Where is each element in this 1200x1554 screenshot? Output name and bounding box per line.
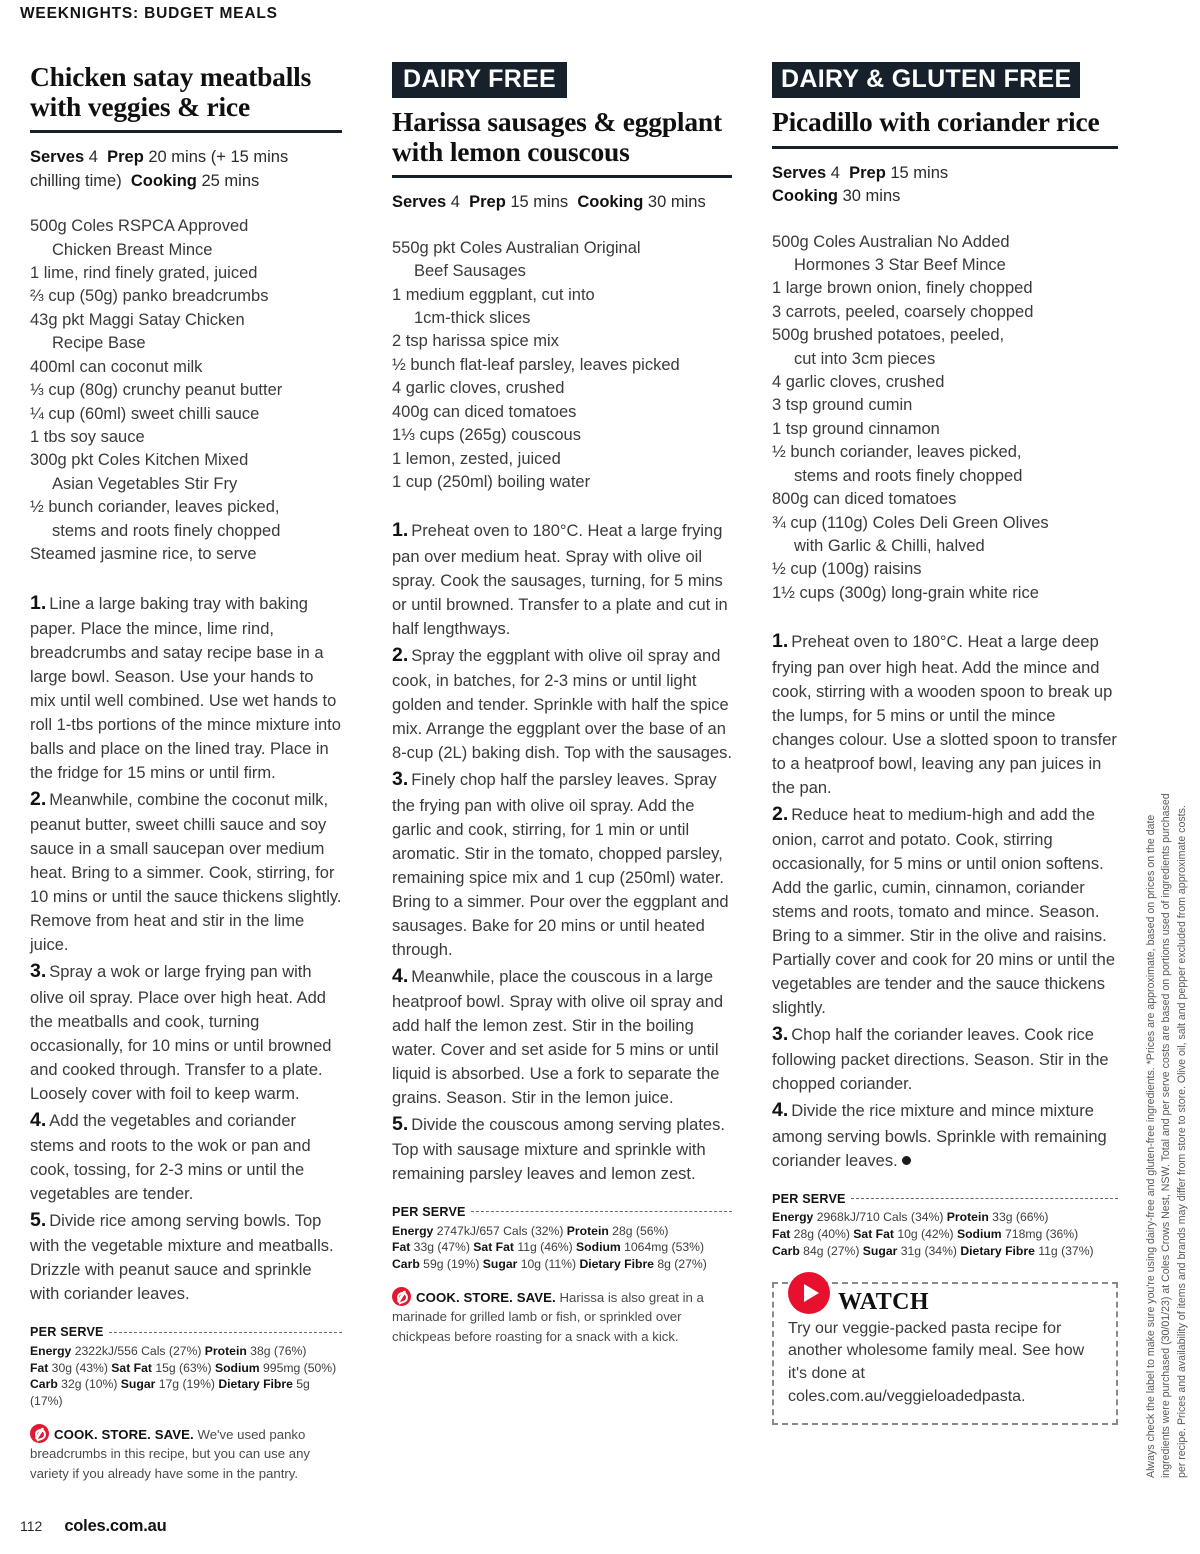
method-step [392,765,732,961]
nutrition-heading-row [30,1324,342,1341]
ingredient-text: 1 lime, rind finely grated, juiced [30,264,258,283]
ingredient-text: 3 carrots, peeled, coarsely chopped [772,302,1034,321]
method-step [392,516,732,640]
nutrition-value: 59g (19%) [419,1257,483,1272]
nutrition-value: 33g (47%) [410,1240,474,1255]
serves-label: Serves [30,148,85,167]
legal-line-1: Always check the label to make sure you're using dairy-free and gluten-free ingredients. *Prices are approximate, based on prices on the date [1145,814,1157,1478]
ingredient-text: ½ bunch coriander, leaves picked, [30,498,280,517]
ingredient-text: 500g brushed potatoes, peeled, [772,326,1005,345]
ingredient-text: 2 tsp harissa spice mix [392,332,559,351]
ingredient-text: ½ bunch flat-leaf parsley, leaves picked [392,355,680,374]
nutrition-value: 2968kJ/710 Cals (34%) [813,1210,947,1225]
nutrition-label: Fat [772,1226,791,1241]
cook-store-save-tip [30,1424,342,1483]
cooking-label: Cooking [577,193,644,212]
step-number: 4. [392,964,409,987]
ingredient-continuation: Hormones 3 Star Beef Mince [794,255,1006,274]
nutrition-label: Protein [204,1343,247,1358]
nutrition-label: Sugar [120,1377,156,1392]
ingredient-continuation: cut into 3cm pieces [794,349,936,368]
nutrition-label: Sat Fat [111,1360,152,1375]
tip-text: Harissa is also great in a marinade for grilled lamb or fish, or sprinkled over chickpeas before roasting for a snack with a kick. [392,1290,704,1344]
ingredient-item [30,215,342,262]
title-rule [30,130,342,133]
recipe-column-2 [380,62,760,1483]
nutrition-heading: PER SERVE [30,1325,104,1340]
step-number: 3. [392,768,409,791]
ingredient-item [392,448,732,471]
ingredient-continuation: Asian Vegetables Stir Fry [52,474,238,493]
nutrition-label: Carb [30,1377,58,1392]
cooking-label: Cooking [130,171,197,190]
nutrition-value: 38g (76%) [246,1343,307,1358]
step-text: Add the vegetables and coriander stems and roots to the wok or pan and cook, tossing, for 2-3 mins or until the vegetables are tender. [30,1111,311,1203]
ingredient-text: ½ bunch coriander, leaves picked, [772,443,1022,462]
nutrition-value: 28g (40%) [790,1226,854,1241]
ingredient-text: 4 garlic cloves, crushed [772,373,945,392]
legal-line-2: ingredients were purchased (30/01/23) at Coles Crows Nest, NSW. Total and per serve costs are based on portions used of ingredients purchased [1160,793,1173,1478]
nutrition-value: 2747kJ/657 Cals (32%) [433,1223,567,1238]
recipe-columns [0,62,1140,1483]
step-number: 4. [772,1099,789,1122]
nutrition-label: Sugar [862,1243,898,1258]
method-list [772,627,1118,1172]
serves-value: 4 [88,148,98,167]
ingredient-text: 43g pkt Maggi Satay Chicken [30,310,245,329]
ingredient-text: 1 cup (250ml) boiling water [392,473,591,492]
nutrition-values [30,1343,342,1410]
ingredient-item [392,424,732,447]
nutrition-value: 33g (66%) [988,1210,1049,1225]
dietary-badge: DAIRY & GLUTEN FREE [772,62,1080,98]
method-step [30,957,342,1105]
ingredient-item [30,403,342,426]
ingredient-list [392,237,732,495]
nutrition-panel [30,1324,342,1410]
nutrition-value: 1064mg (53%) [620,1240,705,1255]
watch-title: WATCH [838,1288,929,1315]
recipe-title: Chicken satay meatballs with veggies & rice [30,61,312,122]
ingredient-text: 500g Coles RSPCA Approved [30,217,249,236]
step-number: 5. [392,1112,409,1135]
ingredient-item [392,471,732,494]
dietary-badge: DAIRY FREE [392,62,567,98]
chilli-icon [392,1287,411,1306]
nutrition-value: 8g (27%) [653,1257,707,1272]
prep-label: Prep [849,163,886,182]
tip-title: COOK. STORE. SAVE. [54,1427,194,1443]
ingredient-item [30,356,342,379]
recipe-column-3 [760,62,1140,1483]
nutrition-heading-row [772,1191,1118,1208]
ingredient-item [772,277,1118,300]
nutrition-label: Sodium [576,1240,621,1255]
method-step [30,1206,342,1306]
step-number: 1. [392,519,409,542]
nutrition-value: 17g (19%) [155,1377,219,1392]
ingredient-text: 1½ cups (300g) long-grain white rice [772,583,1039,602]
ingredient-continuation: with Garlic & Chilli, halved [794,537,985,556]
step-text: Divide rice among serving bowls. Top with the vegetable mixture and meatballs. Drizzle with peanut sauce and sprinkle with coriander leaves. [30,1211,334,1304]
page-footer [20,1517,166,1536]
nutrition-value: 31g (34%) [897,1243,961,1258]
cooking-label: Cooking [772,187,838,206]
nutrition-value: 718mg (36%) [1001,1226,1079,1241]
ingredient-text: 500g Coles Australian No Added [772,232,1010,251]
ingredient-continuation: stems and roots finely chopped [794,466,1023,485]
step-number: 2. [392,643,409,666]
ingredient-item [772,231,1118,278]
title-rule [772,146,1118,149]
step-text: Preheat oven to 180°C. Heat a large deep frying pan over high heat. Add the mince and cook, stirring with a wooden spoon to break up the lumps, for 5 mins or until the mince changes colour. Use a slotted spoon to transfer to a heatproof bowl, leaving any pan juices in the pan. [772,633,1117,797]
method-step [392,641,732,765]
nutrition-label: Carb [772,1243,800,1258]
ingredient-item [392,377,732,400]
step-text: Reduce heat to medium-high and add the onion, carrot and potato. Cook, stirring occasionally, for 5 mins or until onion softens. Add the garlic, cumin, cinnamon, coriander stems and roots, tomato and mince. Season. Bring to a simmer. Stir in the olive and raisins. Partially cover and cook for 20 mins or until the vegetables are tender and the sauce thickens slightly. [772,805,1115,1017]
chilli-icon [30,1424,49,1443]
nutrition-heading: PER SERVE [392,1205,466,1220]
ingredient-item [772,301,1118,324]
nutrition-value: 11g (37%) [1034,1243,1094,1258]
ingredient-item [772,512,1118,559]
ingredient-item [392,401,732,424]
ingredient-item [392,284,732,331]
cooking-value: 30 mins [842,187,901,206]
ingredient-item [772,394,1118,417]
play-icon[interactable] [788,1272,830,1314]
nutrition-label: Energy [392,1223,434,1238]
nutrition-values [772,1209,1118,1259]
nutrition-label: Protein [946,1210,989,1225]
nutrition-label: Protein [566,1223,609,1238]
ingredient-item [392,354,732,377]
nutrition-value: 32g (10%) [57,1377,121,1392]
step-number: 4. [30,1108,47,1131]
step-text: Preheat oven to 180°C. Heat a large frying pan over medium heat. Spray with olive oil spray. Cook the sausages, turning, for 5 mins or until browned. Transfer to a plate and cut in half lengthways. [392,522,728,638]
nutrition-label: Energy [30,1343,72,1358]
ingredient-text: 1 large brown onion, finely chopped [772,279,1033,298]
legal-disclaimer [1136,0,1198,1500]
nutrition-label: Dietary Fibre [960,1243,1035,1258]
step-text: Spray the eggplant with olive oil spray and cook, in batches, for 2-3 mins or until light golden and tender. Sprinkle with half the spice mix. Arrange the eggplant over the base of an 8-cup (2L) baking dish. Top with the sausages. [392,646,732,763]
step-number: 5. [30,1208,47,1231]
ingredient-text: 4 garlic cloves, crushed [392,379,565,398]
method-list [392,516,732,1186]
step-number: 3. [772,1023,789,1045]
ingredient-item [30,543,342,566]
dashed-rule [851,1198,1118,1199]
site-url[interactable]: coles.com.au [64,1517,167,1535]
dashed-rule [471,1211,732,1212]
nutrition-value: 10g (11%) [517,1257,580,1272]
ingredient-text: 1⅓ cups (265g) couscous [392,426,581,445]
ingredient-continuation: stems and roots finely chopped [52,521,281,540]
recipe-meta [392,191,732,214]
ingredient-text: ⅓ cup (80g) crunchy peanut butter [30,381,283,400]
ingredient-text: 1 tbs soy sauce [30,428,145,447]
nutrition-value: 28g (56%) [608,1223,669,1238]
method-list [30,589,342,1307]
serves-value: 4 [830,163,840,182]
ingredient-continuation: Chicken Breast Mince [52,240,213,259]
ingredient-item [30,426,342,449]
step-text: Line a large baking tray with baking paper. Place the mince, lime rind, breadcrumbs and satay recipe base in a large bowl. Season. Use your hands to mix until well combined. Use wet hands to roll 1-tbs portions of the mince mixture into balls and place on the lined tray. Place in the fridge for 15 mins or until firm. [30,594,341,782]
ingredient-item [30,449,342,496]
ingredient-item [772,582,1118,605]
ingredient-item [30,496,342,543]
prep-value: 15 mins [510,193,569,212]
method-step [392,1110,732,1186]
ingredient-text: 550g pkt Coles Australian Original [392,238,641,257]
recipe-title: Picadillo with coriander rice [772,106,1100,137]
ingredient-text: 1 tsp ground cinnamon [772,419,940,438]
nutrition-label: Dietary Fibre [579,1257,654,1272]
serves-label: Serves [392,193,447,212]
nutrition-value: 30g (43%) [48,1360,112,1375]
ingredient-text: 400ml can coconut milk [30,357,203,376]
nutrition-label: Energy [772,1210,814,1225]
prep-value: 20 mins (+ 15 mins chilling time) [30,148,289,190]
step-text: Finely chop half the parsley leaves. Spray the frying pan with olive oil spray. Add the garlic and cook, stirring, for 1 min or until aromatic. Stir in the tomato, chopped parsley, remaining spice mix and 1 cup (250ml) water. Bring to a simmer. Pour over the eggplant and sausages. Bake for 20 mins or until heated through. [392,771,729,959]
ingredient-text: ⅔ cup (50g) panko breadcrumbs [30,287,269,306]
step-number: 2. [30,787,47,810]
nutrition-label: Fat [30,1360,49,1375]
method-step [772,627,1118,799]
ingredient-item [392,237,732,284]
tip-text: We've used panko breadcrumbs in this recipe, but you can use any variety if you already have some in the pantry. [30,1427,311,1481]
step-number: 1. [30,591,47,614]
nutrition-label: Dietary Fibre [218,1377,293,1392]
method-step [772,1096,1118,1172]
nutrition-heading: PER SERVE [772,1191,846,1206]
nutrition-values [392,1223,732,1273]
step-number: 1. [772,630,789,653]
ingredient-item [30,262,342,285]
ingredient-text: 1 lemon, zested, juiced [392,449,561,468]
ingredient-item [772,324,1118,371]
ingredient-item [30,379,342,402]
title-rule [392,175,732,178]
ingredient-text: 1 medium eggplant, cut into [392,285,595,304]
ingredient-list [30,215,342,566]
nutrition-value: 995mg (50%) [259,1360,337,1375]
dashed-rule [109,1332,342,1333]
prep-label: Prep [107,148,144,167]
serves-label: Serves [772,163,827,182]
nutrition-value: 15g (63%) [151,1360,215,1375]
ingredient-continuation: Recipe Base [52,334,146,353]
recipe-title: Harissa sausages & eggplant with lemon couscous [392,106,722,167]
section-kicker: WEEKNIGHTS: BUDGET MEALS [20,5,278,22]
nutrition-value: 10g (42%) [893,1226,957,1241]
step-text: Meanwhile, place the couscous in a large heatproof bowl. Spray with olive oil spray and add half the lemon zest. Stir in the boiling water. Cover and set aside for 5 mins or until liquid is absorbed. Use a fork to separate the grains. Season. Stir in the lemon juice. [392,967,724,1107]
nutrition-heading-row [392,1204,732,1221]
prep-label: Prep [469,193,506,212]
ingredient-text: Steamed jasmine rice, to serve [30,545,257,564]
ingredient-text: 400g can diced tomatoes [392,402,577,421]
nutrition-value: 11g (46%) [513,1240,577,1255]
ingredient-item [772,418,1118,441]
method-step [392,962,732,1110]
method-step [30,785,342,957]
ingredient-text: ½ cup (100g) raisins [772,560,922,579]
end-of-article-dot [902,1156,911,1165]
method-step [772,1020,1118,1096]
legal-line-3: per recipe. Prices and availability of items and brands may differ from store to store. Olive oil, salt and pepper excluded from approximate costs. [1175,805,1188,1478]
nutrition-label: Sodium [214,1360,260,1375]
ingredient-continuation: 1cm-thick slices [414,309,531,328]
watch-promo-box[interactable] [772,1282,1118,1426]
step-number: 2. [772,802,789,825]
recipe-meta [30,146,342,193]
step-text: Meanwhile, combine the coconut milk, peanut butter, sweet chilli sauce and soy sauce in a small saucepan over medium heat. Bring to a simmer. Cook, stirring, for 10 mins or until the sauce thickens slightly. Remove from heat and stir in the lime juice. [30,790,342,955]
ingredient-text: 800g can diced tomatoes [772,490,957,509]
ingredient-text: 300g pkt Coles Kitchen Mixed [30,451,249,470]
method-step [30,1106,342,1206]
serves-value: 4 [450,193,460,212]
nutrition-value: 5g (17%) [30,1377,310,1409]
step-text: Divide the rice mixture and mince mixture among serving bowls. Sprinkle with remaining coriander leaves. [772,1102,1107,1170]
ingredient-text: ¾ cup (110g) Coles Deli Green Olives [772,513,1049,532]
nutrition-panel [392,1204,732,1273]
watch-header [788,1272,1102,1314]
nutrition-label: Fat [392,1240,411,1255]
prep-value: 15 mins [890,163,949,182]
nutrition-panel [772,1191,1118,1260]
ingredient-item [30,285,342,308]
cooking-value: 30 mins [647,193,706,212]
method-step [30,589,342,785]
ingredient-continuation: Beef Sausages [414,262,526,281]
step-text: Divide the couscous among serving plates. Top with sausage mixture and sprinkle with remaining parsley leaves and lemon zest. [392,1115,725,1184]
ingredient-item [772,441,1118,488]
tip-title: COOK. STORE. SAVE. [416,1290,556,1306]
recipe-column-1 [0,62,380,1483]
ingredient-item [772,558,1118,581]
ingredient-item [392,330,732,353]
nutrition-value: 84g (27%) [799,1243,863,1258]
ingredient-text: ¼ cup (60ml) sweet chilli sauce [30,404,260,423]
nutrition-label: Carb [392,1257,420,1272]
recipe-meta [772,162,1118,209]
step-number: 3. [30,960,47,983]
cook-store-save-tip [392,1287,732,1346]
page-number: 112 [20,1518,43,1534]
ingredient-text: 3 tsp ground cumin [772,396,913,415]
nutrition-label: Sugar [482,1257,518,1272]
ingredient-item [772,371,1118,394]
cooking-value: 25 mins [201,171,260,190]
watch-text: Try our veggie-packed pasta recipe for another wholesome family meal. See how it's done at coles.com.au/veggieloadedpasta. [788,1319,1085,1406]
ingredient-list [772,231,1118,606]
nutrition-label: Sodium [956,1226,1002,1241]
nutrition-label: Sat Fat [473,1240,514,1255]
step-text: Chop half the coriander leaves. Cook rice following packet directions. Season. Stir in the chopped coriander. [772,1026,1109,1094]
ingredient-item [30,309,342,356]
ingredient-item [772,488,1118,511]
method-step [772,800,1118,1020]
step-text: Spray a wok or large frying pan with olive oil spray. Place over high heat. Add the meatballs and cook, turning occasionally, for 10 mins or until browned and cooked through. Transfer to a plate. Loosely cover with foil to keep warm. [30,963,332,1103]
nutrition-label: Sat Fat [853,1226,894,1241]
nutrition-value: 2322kJ/556 Cals (27%) [71,1343,205,1358]
